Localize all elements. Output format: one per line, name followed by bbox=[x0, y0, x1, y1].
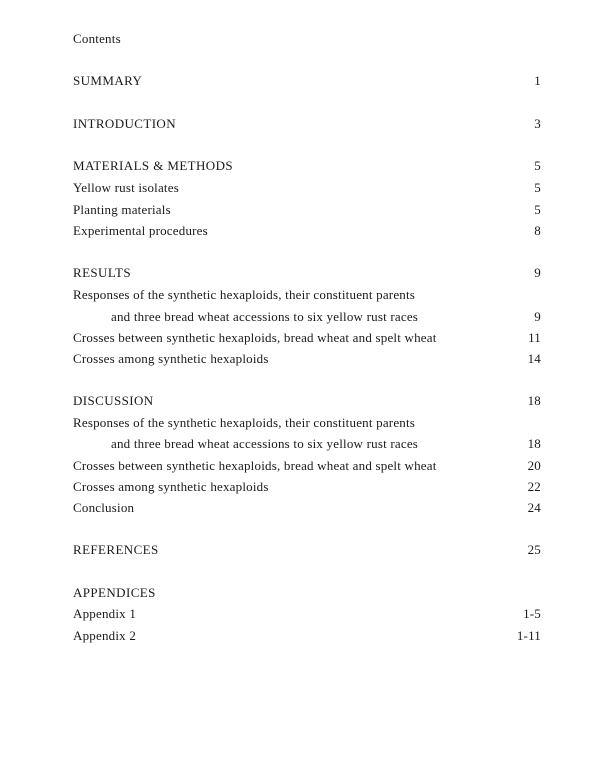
toc-entry-page: 3 bbox=[534, 116, 541, 131]
toc-entry-page: 18 bbox=[527, 436, 541, 451]
toc-entry-page: 8 bbox=[534, 223, 541, 238]
toc-entry-page: 20 bbox=[527, 458, 541, 473]
toc-entry-text: Crosses between synthetic hexaploids, bread wheat and spelt wheat bbox=[73, 458, 437, 473]
toc-entry-text: Appendix 2 bbox=[73, 628, 137, 643]
toc-entry-text: Appendix 1 bbox=[73, 606, 137, 621]
toc-entry-results-crosses-between bbox=[73, 330, 541, 348]
toc-entry-introduction bbox=[73, 116, 541, 134]
toc-entry-text: REFERENCES bbox=[73, 542, 159, 557]
toc-entry-text: Responses of the synthetic hexaploids, their constituent parents bbox=[73, 415, 416, 430]
toc-entry-discussion-crosses-between bbox=[73, 458, 541, 476]
toc-entry-materials-methods bbox=[73, 158, 541, 176]
toc-entry-appendices bbox=[73, 585, 541, 603]
toc-entry-text: Crosses among synthetic hexaploids bbox=[73, 351, 269, 366]
toc-entry-page: 1-5 bbox=[523, 606, 541, 621]
toc-entry-text: Conclusion bbox=[73, 500, 135, 515]
toc-entry-results bbox=[73, 265, 541, 283]
toc-entry-text: RESULTS bbox=[73, 265, 131, 280]
toc-entry-summary bbox=[73, 73, 541, 91]
toc-entry-page: 9 bbox=[534, 265, 541, 280]
toc-entry-text: Planting materials bbox=[73, 202, 171, 217]
toc-entry-appendix-1 bbox=[73, 606, 541, 624]
toc-entry-text: INTRODUCTION bbox=[73, 116, 177, 131]
toc-entry-text: Responses of the synthetic hexaploids, their constituent parents bbox=[73, 287, 416, 302]
toc-entry-text: Crosses among synthetic hexaploids bbox=[73, 479, 269, 494]
toc-entry-text: and three bread wheat accessions to six yellow rust races bbox=[111, 436, 419, 451]
toc-entry-discussion-responses bbox=[73, 415, 541, 433]
toc-entry-text: Crosses between synthetic hexaploids, bread wheat and spelt wheat bbox=[73, 330, 437, 345]
toc-entry-references bbox=[73, 542, 541, 560]
toc-entry-page: 18 bbox=[527, 393, 541, 408]
toc-entry-page: 9 bbox=[534, 309, 541, 324]
toc-entry-results-responses bbox=[73, 287, 541, 305]
toc-entry-planting-materials bbox=[73, 202, 541, 220]
toc-entry-page: 1-11 bbox=[516, 628, 541, 643]
toc-entry-page: 5 bbox=[534, 158, 541, 173]
toc-entry-results-responses-cont bbox=[73, 309, 541, 327]
toc-entry-text: Yellow rust isolates bbox=[73, 180, 179, 195]
toc-entry-page: 5 bbox=[534, 180, 541, 195]
toc-entry-page: 25 bbox=[527, 542, 541, 557]
toc-entry-text: MATERIALS & METHODS bbox=[73, 158, 233, 173]
toc-entry-text: DISCUSSION bbox=[73, 393, 154, 408]
toc-entry-page: 24 bbox=[527, 500, 541, 515]
toc-entry-page: 14 bbox=[527, 351, 541, 366]
toc-entry-page: 11 bbox=[528, 330, 541, 345]
toc-entry-conclusion bbox=[73, 500, 541, 518]
contents-heading: Contents bbox=[73, 31, 121, 46]
toc-entry-text: and three bread wheat accessions to six yellow rust races bbox=[111, 309, 419, 324]
toc-entry-page: 5 bbox=[534, 202, 541, 217]
toc-entry-discussion bbox=[73, 393, 541, 411]
toc-entry-text: APPENDICES bbox=[73, 585, 156, 600]
toc-entry-text: SUMMARY bbox=[73, 73, 143, 88]
toc-entry-results-crosses-among bbox=[73, 351, 541, 369]
toc-entry-yellow-rust-isolates bbox=[73, 180, 541, 198]
toc-entry-discussion-crosses-among bbox=[73, 479, 541, 497]
toc-entry-page: 1 bbox=[534, 73, 541, 88]
toc-entry-page: 22 bbox=[527, 479, 541, 494]
toc-entry-experimental-procedures bbox=[73, 223, 541, 241]
toc-entry-text: Experimental procedures bbox=[73, 223, 208, 238]
toc-entry-discussion-responses-cont bbox=[73, 436, 541, 454]
toc-entry-appendix-2 bbox=[73, 628, 541, 646]
